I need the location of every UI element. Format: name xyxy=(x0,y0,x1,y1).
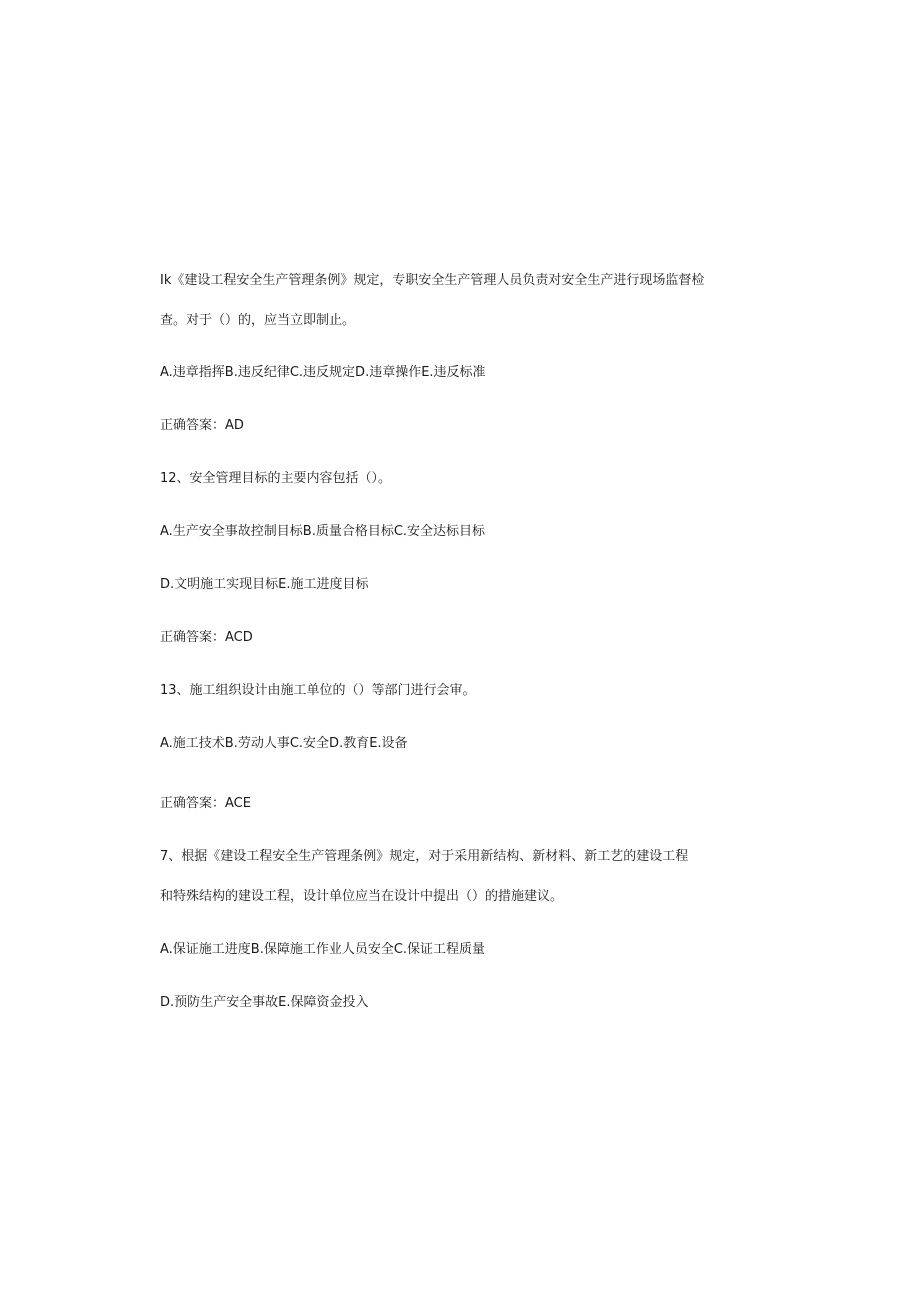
question-7-stem-line-2: 和特殊结构的建设工程，设计单位应当在设计中提出（）的措施建议。 xyxy=(160,889,564,904)
question-12-options-line-2: D.文明施工实现目标E.施工进度目标 xyxy=(160,577,369,592)
question-7-options-line-1: A.保证施工进度B.保障施工作业人员安全C.保证工程质量 xyxy=(160,942,486,957)
question-13-stem: 13、施工组织设计由施工单位的（）等部门进行会审。 xyxy=(160,683,476,698)
question-11-stem-line-2: 查。对于（）的，应当立即制止。 xyxy=(160,313,356,328)
question-13-answer: 正确答案：ACE xyxy=(160,796,251,811)
question-11-options: A.违章指挥B.违反纪律C.违反规定D.违章操作E.违反标准 xyxy=(160,365,486,380)
question-7-options-line-2: D.预防生产安全事故E.保障资金投入 xyxy=(160,995,369,1010)
question-12-stem: 12、安全管理目标的主要内容包括（）。 xyxy=(160,471,392,486)
question-12-answer: 正确答案：ACD xyxy=(160,630,253,645)
question-12-options-line-1: A.生产安全事故控制目标B.质量合格目标C.安全达标目标 xyxy=(160,524,486,539)
question-11-answer: 正确答案：AD xyxy=(160,418,244,433)
question-11-stem-line-1: Ik《建设工程安全生产管理条例》规定，专职安全生产管理人员负责对安全生产进行现场监督检 xyxy=(160,273,705,288)
question-7-stem-line-1: 7、根据《建设工程安全生产管理条例》规定，对于采用新结构、新材料、新工艺的建设工程 xyxy=(160,849,689,864)
question-13-options: A.施工技术B.劳动人事C.安全D.教育E.设备 xyxy=(160,736,408,751)
